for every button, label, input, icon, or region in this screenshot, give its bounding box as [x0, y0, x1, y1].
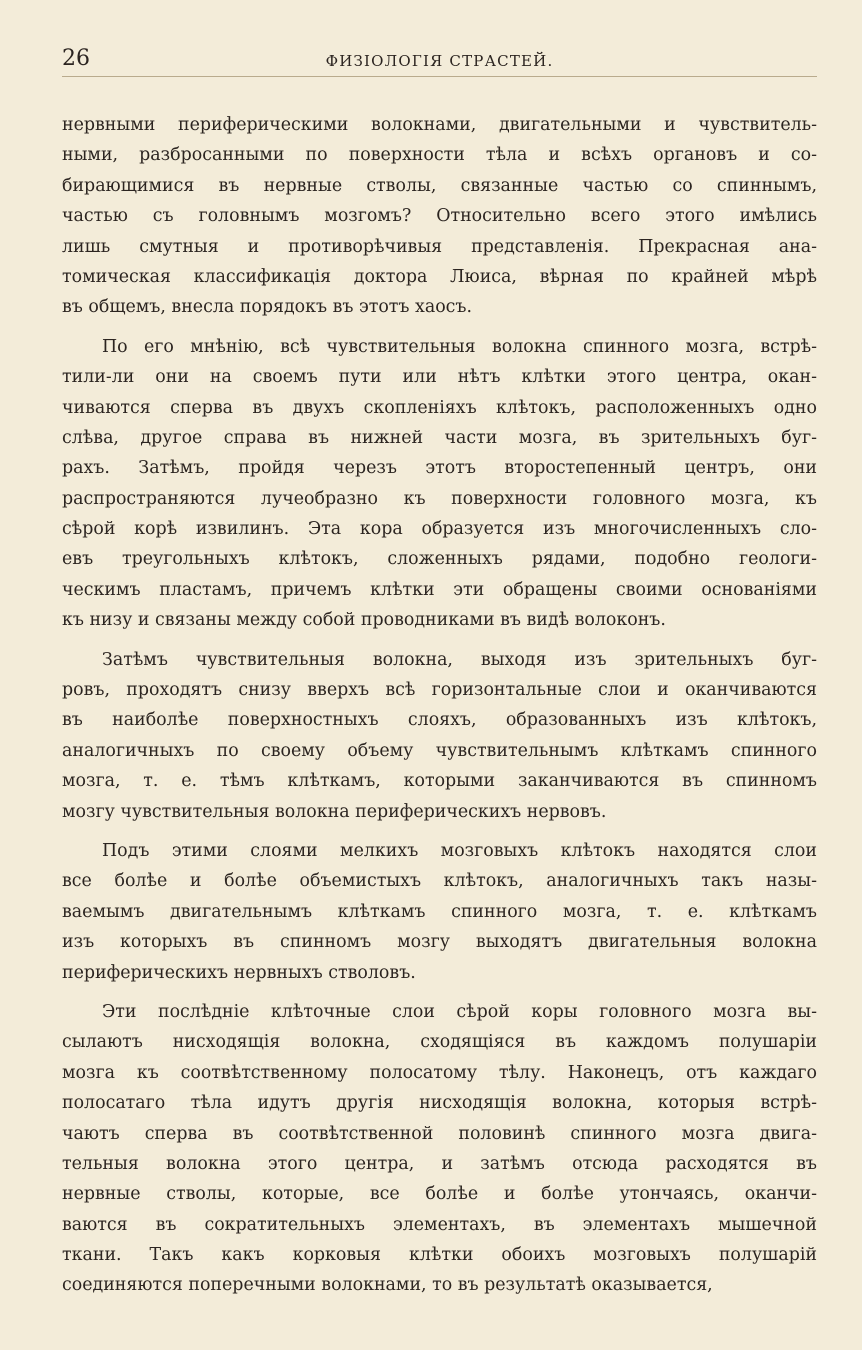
text-line: Эти послѣдніе клѣточные слои сѣрой коры головного мозга вы- [102, 1001, 817, 1022]
text-line: мозга къ соотвѣтственному полосатому тѣлу. Наконецъ, отъ каждаго [62, 1062, 817, 1083]
text-line: ваются въ сократительныхъ элементахъ, въ элементахъ мышечной [62, 1214, 817, 1235]
running-title: ФИЗІОЛОГІЯ СТРАСТЕЙ. [325, 52, 554, 70]
text-line: полосатаго тѣла идутъ другія нисходящія волокна, которыя встрѣ- [62, 1093, 817, 1114]
text-line: нервными периферическими волокнами, двигательными и чувствитель- [62, 115, 817, 135]
text-line: тельныя волокна этого центра, и затѣмъ отсюда расходятся въ [62, 1153, 817, 1174]
text-line: лишь смутныя и противорѣчивыя представленія. Прекрасная ана- [62, 236, 817, 257]
text-line: евъ треугольныхъ клѣтокъ, сложенныхъ рядами, подобно геологи- [62, 549, 817, 570]
paragraph-gap [62, 827, 817, 836]
paragraph-gap [62, 988, 817, 997]
text-line: мозга, т. е. тѣмъ клѣткамъ, которыми заканчиваются въ спинномъ [62, 771, 817, 792]
text-line: рахъ. Затѣмъ, пройдя черезъ этотъ второстепенный центръ, они [62, 458, 817, 479]
text-line: сылаютъ нисходящія волокна, сходящіяся въ каждомъ полушаріи [62, 1032, 817, 1053]
paragraph [62, 836, 817, 988]
text-line: периферическихъ нервныхъ стволовъ. [62, 962, 416, 983]
text-line: ными, разбросанными по поверхности тѣла и всѣхъ органовъ и со- [62, 145, 817, 166]
text-line: частью съ головнымъ мозгомъ? Относительно всего этого имѣлись [62, 206, 817, 227]
text-line: мозгу чувствительныя волокна периферическихъ нервовъ. [62, 801, 607, 822]
text-line: нервные стволы, которые, все болѣе и болѣе утончаясь, оканчи- [62, 1184, 817, 1205]
paragraph-gap [62, 636, 817, 645]
text-line: сѣрой корѣ извилинъ. Эта кора образуется изъ многочисленныхъ сло- [62, 519, 817, 540]
text-line: чиваются сперва въ двухъ скопленіяхъ клѣтокъ, расположенныхъ одно [62, 397, 817, 418]
text-line: ваемымъ двигательнымъ клѣткамъ спинного мозга, т. е. клѣткамъ [62, 901, 817, 922]
text-line: распространяются лучеобразно къ поверхности головного мозга, къ [62, 488, 817, 509]
text-line: изъ которыхъ въ спинномъ мозгу выходятъ двигательныя волокна [62, 932, 817, 953]
paragraph [62, 110, 817, 323]
text-line: бирающимися въ нервные стволы, связанные частью со спиннымъ, [62, 175, 817, 196]
text-line: въ наиболѣе поверхностныхъ слояхъ, образованныхъ изъ клѣтокъ, [62, 710, 817, 731]
text-line: слѣва, другое справа въ нижней части мозга, въ зрительныхъ буг- [62, 427, 817, 448]
text-line: все болѣе и болѣе объемистыхъ клѣтокъ, аналогичныхъ такъ назы- [62, 871, 817, 892]
text-line: соединяются поперечными волокнами, то въ результатѣ оказывается, [62, 1275, 713, 1296]
text-line: тили-ли они на своемъ пути или нѣтъ клѣтки этого центра, окан- [62, 367, 817, 388]
text-line: къ низу и связаны между собой проводниками въ видѣ волоконъ. [62, 610, 666, 631]
text-line: Подъ этими слоями мелкихъ мозговыхъ клѣтокъ находятся слои [102, 840, 817, 861]
text-line: аналогичныхъ по своему объему чувствительнымъ клѣткамъ спинного [62, 740, 817, 761]
paragraph [62, 645, 817, 827]
paragraph-gap [62, 323, 817, 332]
text-line: По его мнѣнію, всѣ чувствительныя волокна спинного мозга, встрѣ- [102, 336, 817, 357]
text-line: чаютъ сперва въ соотвѣтственной половинѣ спинного мозга двига- [62, 1123, 817, 1144]
paragraph [62, 997, 817, 1301]
text-line: ткани. Такъ какъ корковыя клѣтки обоихъ мозговыхъ полушарій [62, 1245, 817, 1266]
page-header [62, 46, 817, 77]
page-number: 26 [62, 46, 90, 71]
text-line: Затѣмъ чувствительныя волокна, выходя изъ зрительныхъ буг- [102, 649, 817, 670]
text-line: ровъ, проходятъ снизу вверхъ всѣ горизонтальные слои и оканчиваются [62, 680, 817, 701]
text-line: въ общемъ, внесла порядокъ въ этотъ хаосъ. [62, 297, 472, 318]
body-text [62, 110, 817, 1301]
paragraph [62, 332, 817, 636]
text-line: ческимъ пластамъ, причемъ клѣтки эти обращены своими основаніями [62, 579, 817, 600]
text-line: томическая классификація доктора Люиса, вѣрная по крайней мѣрѣ [62, 266, 817, 287]
